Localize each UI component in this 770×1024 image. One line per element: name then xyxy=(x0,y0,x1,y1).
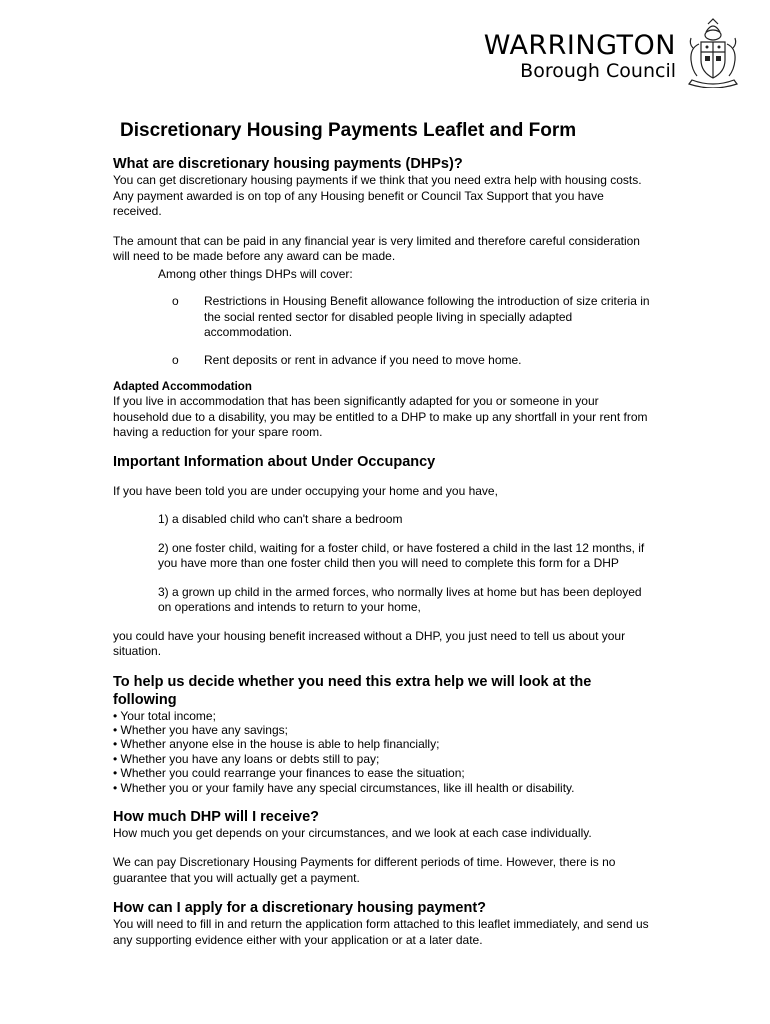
adapted-heading: Adapted Accommodation xyxy=(113,381,252,393)
apply-para-1: You will need to fill in and return the application form attached to this leaflet immediately, and send us any supporting evidence either with your application or at a later date. xyxy=(113,917,649,947)
list-item: • Whether you have any savings; xyxy=(113,722,288,737)
logo-wordmark xyxy=(480,32,676,82)
under-occupancy-item-1: 1) a disabled child who can't share a bedroom xyxy=(158,512,403,526)
list-item: • Whether you have any loans or debts still to pay; xyxy=(113,751,380,766)
leaflet-body xyxy=(113,118,653,948)
adapted-text: If you live in accommodation that has been significantly adapted for you or someone in your household due to a disability, you may be entitled to a DHP to make up any shortfall in your rent from having a reduction for your spare room. xyxy=(113,394,648,439)
decide-list xyxy=(113,709,653,795)
list-item: • Whether you or your family have any special circumstances, like ill health or disability. xyxy=(113,780,575,795)
coat-of-arms-icon xyxy=(684,18,742,88)
page-title: Discretionary Housing Payments Leaflet and Form xyxy=(120,120,577,141)
logo-line-1: WARRINGTON xyxy=(483,30,676,61)
circle-bullet-icon: o xyxy=(172,352,179,367)
list-item: • Whether you could rearrange your finances to ease the situation; xyxy=(113,766,465,781)
decide-heading: To help us decide whether you need this extra help we will look at the following xyxy=(113,673,592,708)
under-occupancy-outro: you could have your housing benefit increased without a DHP, you just need to tell us about your situation. xyxy=(113,628,626,658)
cover-intro: Among other things DHPs will cover: xyxy=(158,266,353,281)
logo-line-2: Borough Council xyxy=(520,60,676,82)
what-para-2: The amount that can be paid in any financial year is very limited and therefore careful consideration will need to be made before any award can be made. xyxy=(113,233,640,263)
list-item: o Rent deposits or rent in advance if you need to move home. xyxy=(158,353,653,369)
how-much-para-2: We can pay Discretionary Housing Payments for different periods of time. However, there is no guarantee that you will actually get a payment. xyxy=(113,855,616,885)
how-much-para-1: How much you get depends on your circumstances, and we look at each case individually. xyxy=(113,825,592,840)
what-heading: What are discretionary housing payments (DHPs)? xyxy=(113,156,463,172)
list-item: • Whether anyone else in the house is able to help financially; xyxy=(113,737,440,752)
list-item: o Restrictions in Housing Benefit allowance following the introduction of size criteria in the social rented sector for disabled people living in specially adapted accommodation. xyxy=(158,294,653,341)
what-para-1: You can get discretionary housing payments if we think that you need extra help with housing costs. Any payment awarded is on top of any Housing benefit or Council Tax Support that you have received. xyxy=(113,173,642,218)
apply-heading: How can I apply for a discretionary housing payment? xyxy=(113,900,487,917)
under-occupancy-item-2: 2) one foster child, waiting for a foster child, or have fostered a child in the last 12 months, if you have more than one foster child then you will need to complete this form for a DHP xyxy=(158,540,645,570)
council-logo xyxy=(480,18,742,90)
cover-list xyxy=(113,294,653,368)
how-much-heading: How much DHP will I receive? xyxy=(113,808,320,825)
under-occupancy-item-3: 3) a grown up child in the armed forces, who normally lives at home but has been deployed on operations and intends to return to your home, xyxy=(158,584,642,614)
under-occupancy-heading: Important Information about Under Occupancy xyxy=(113,453,436,470)
under-occupancy-intro: If you have been told you are under occupying your home and you have, xyxy=(113,483,498,498)
circle-bullet-icon: o xyxy=(172,294,179,308)
list-item: • Your total income; xyxy=(113,708,216,723)
